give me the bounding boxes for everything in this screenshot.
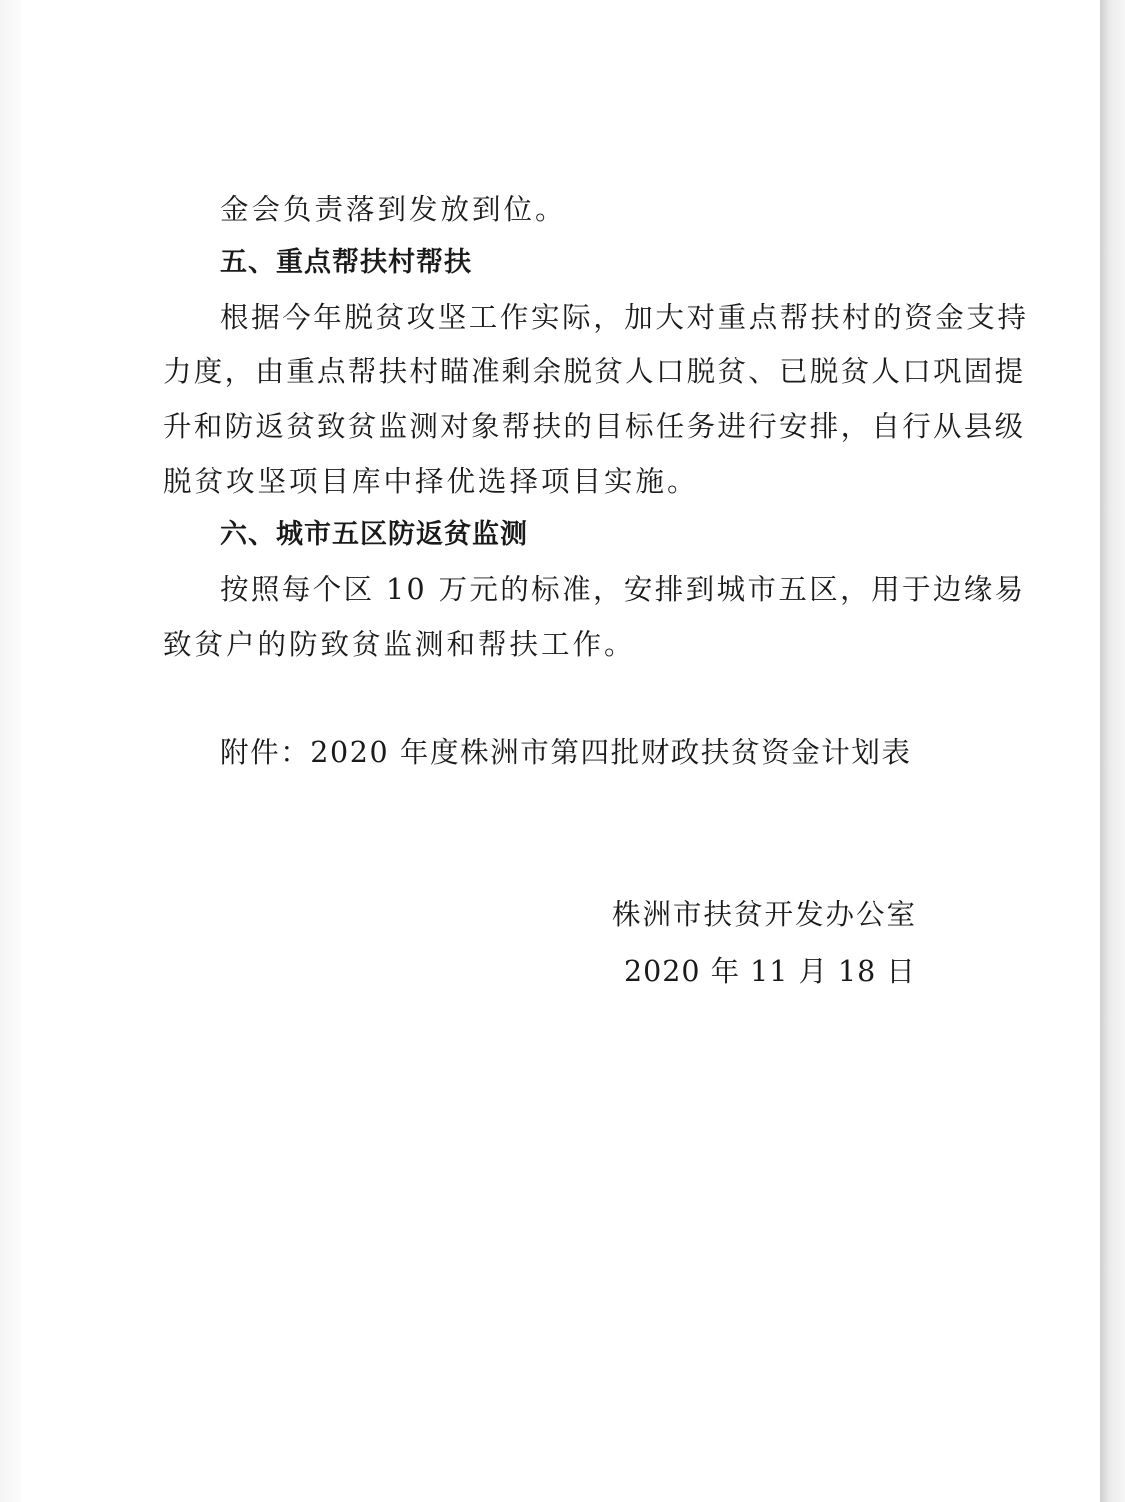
page-right-edge-shadow [1100, 0, 1125, 1502]
section6-paragraph-line-2: 致贫户的防致贫监测和帮扶工作。 [163, 628, 636, 661]
section5-paragraph-line-1: 根据今年脱贫攻坚工作实际，加大对重点帮扶村的资金支持 [220, 301, 1029, 334]
signature-organization: 株洲市扶贫开发办公室 [612, 898, 918, 931]
section6-paragraph-line-1: 按照每个区 10 万元的标准，安排到城市五区，用于边缘易 [220, 573, 1026, 606]
section5-paragraph-line-4: 脱贫攻坚项目库中择优选择项目实施。 [163, 465, 699, 498]
attachment-note: 附件：2020 年度株洲市第四批财政扶贫资金计划表 [220, 736, 912, 769]
section5-paragraph-line-2: 力度，由重点帮扶村瞄准剩余脱贫人口脱贫、已脱贫人口巩固提 [163, 355, 1026, 388]
section-heading-5: 五、重点帮扶村帮扶 [220, 247, 472, 278]
section-heading-6: 六、城市五区防返贫监测 [220, 519, 528, 550]
page-left-margin [0, 0, 22, 1502]
signature-date: 2020 年 11 月 18 日 [624, 955, 916, 988]
paragraph-continuation: 金会负责落到发放到位。 [220, 193, 567, 226]
section5-paragraph-line-3: 升和防返贫致贫监测对象帮扶的目标任务进行安排，自行从县级 [163, 410, 1026, 443]
